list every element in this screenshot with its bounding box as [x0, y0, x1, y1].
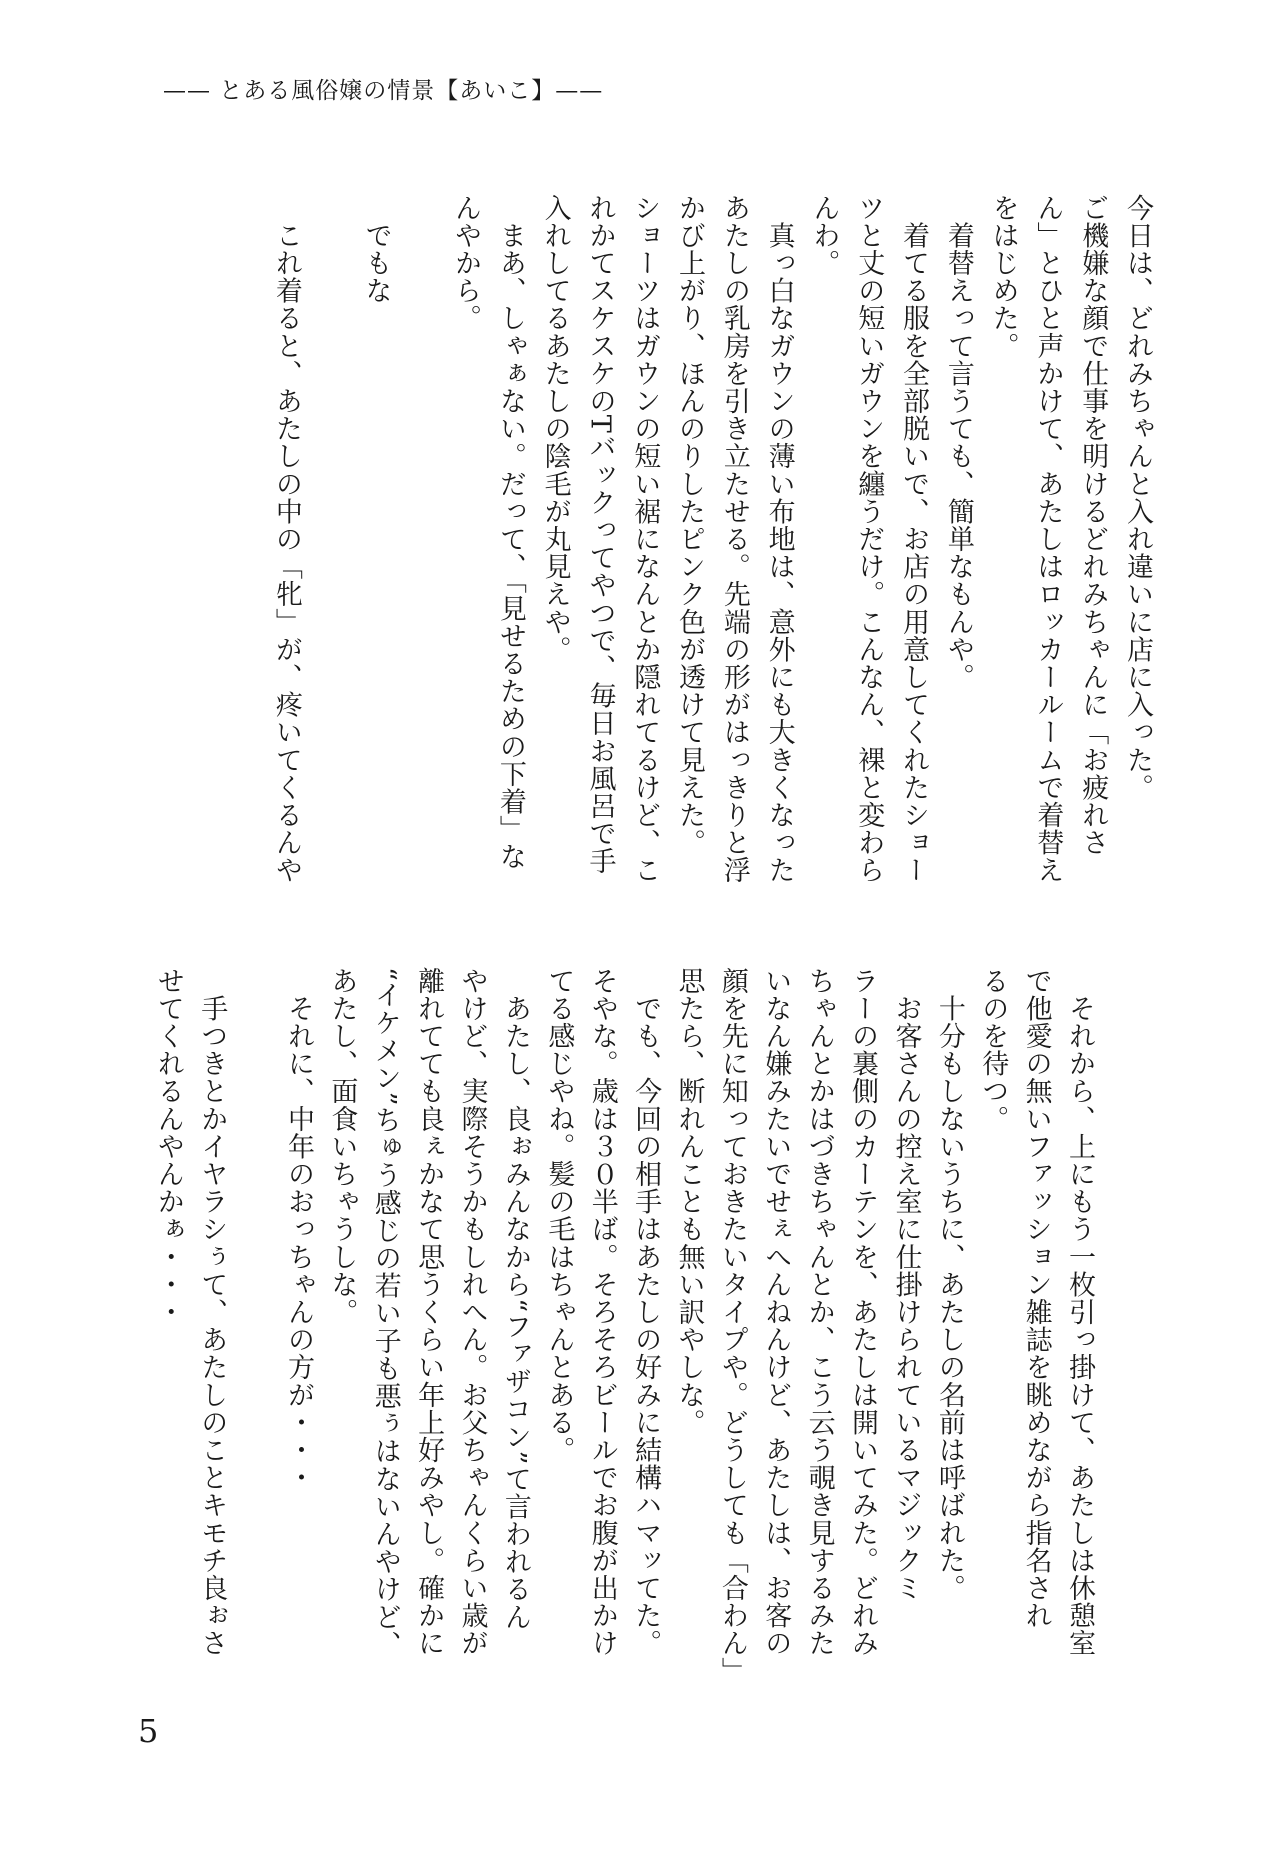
text-line: いなん嫌みたいでせぇへんねんけど、あたしは、お客の [760, 967, 792, 1657]
text-line: 着替えって言うても、簡単なもんや。 [942, 194, 974, 691]
text-line [308, 194, 353, 884]
text-line: ん」とひと声かけて、あたしはロッカールームで着替え [1032, 194, 1064, 884]
text-line: 手つきとかイヤラシぅて、あたしのことキモチ良ぉさ [196, 967, 228, 1657]
text-line: んわ。 [808, 194, 840, 277]
text-line: これ着ると、あたしの中の「牝」が、疼いてくるんや [270, 194, 302, 884]
text-line: あたし、良ぉみんなから“ファザコン”て言われるん [499, 967, 531, 1631]
text-line: 思たら、断れんことも無い訳やしな。 [673, 967, 705, 1437]
text-line: かび上がり、ほんのりしたピンク色が透けて見えた。 [674, 194, 706, 857]
page-number: 5 [138, 1712, 159, 1750]
text-line: でもな [360, 194, 392, 305]
text-line: 顔を先に知っておきたいタイプや。どうしても「合わん」 [716, 967, 748, 1685]
running-header: —— とある風俗嬢の情景【あいこ】—— [163, 78, 604, 104]
text-line: まあ、しゃぁない。だって、「見せるための下着」な [494, 194, 526, 871]
text-line: それから、上にもう一枚引っ掛けて、あたしは休憩室 [1064, 967, 1095, 1657]
text-line: あたし、面食いちゃうしな。 [326, 967, 358, 1326]
text-line: 離れてても良ぇかなて思うくらい年上好みやし。確かに [413, 967, 445, 1657]
text-line [233, 967, 276, 1685]
text-line: お客さんの控え室に仕掛けられているマジックミ [890, 967, 922, 1602]
text-line: れかてスケスケのTバックってやつで、毎日お風呂で手 [584, 194, 616, 876]
text-line: でも、今回の相手はあたしの好みに結構ハマッてた。 [630, 967, 662, 1657]
text-line: をはじめた。 [987, 194, 1019, 360]
text-line: やけど、実際そうかもしれへん。お父ちゃんくらい歳が [456, 967, 488, 1657]
text-line: 真っ白なガウンの薄い布地は、意外にも大きくなった [763, 194, 795, 884]
text-line: で他愛の無いファッション雑誌を眺めながら指名され [1020, 967, 1052, 1630]
text-line: ショーツはガウンの短い裾になんとか隠れてるけど、こ [629, 194, 661, 884]
text-line: んやから。 [450, 194, 482, 332]
text-line: それに、中年のおっちゃんの方が・・・ [282, 967, 314, 1492]
text-line: 今日は、どれみちゃんと入れ違いに店に入った。 [1122, 194, 1153, 802]
text-line: そやな。歳は３０半ば。そろそろビールでお腹が出かけ [586, 967, 618, 1657]
text-line: 着てる服を全部脱いで、お店の用意してくれたショー [898, 194, 930, 884]
text-line: せてくれるんやんかぁ・・・ [152, 967, 184, 1326]
text-line: ツと丈の短いガウンを纏うだけ。こんなん、裸と変わら [853, 194, 885, 884]
text-line: 十分もしないうちに、あたしの名前は呼ばれた。 [933, 967, 965, 1602]
text-line: あたしの乳房を引き立たせる。先端の形がはっきりと浮 [718, 194, 750, 884]
lower-text-block [146, 967, 1101, 1685]
text-line: “イケメン”ちゅう感じの若い子も悪ぅはないんやけど、 [369, 967, 401, 1659]
text-line: 入れしてるあたしの陰毛が丸見えや。 [539, 194, 571, 664]
text-line [397, 194, 442, 884]
text-line: るのを待つ。 [977, 967, 1009, 1133]
text-line: ご機嫌な顔で仕事を明けるどれみちゃんに「お疲れさ [1077, 194, 1109, 857]
text-line: ラーの裏側のカーテンを、あたしは開いてみた。どれみ [847, 967, 879, 1657]
text-line: ちゃんとかはづきちゃんとか、こう云う覗き見するみた [803, 967, 835, 1657]
text-line: てる感じやね。髪の毛はちゃんとある。 [543, 967, 575, 1464]
upper-text-block [263, 194, 1159, 884]
